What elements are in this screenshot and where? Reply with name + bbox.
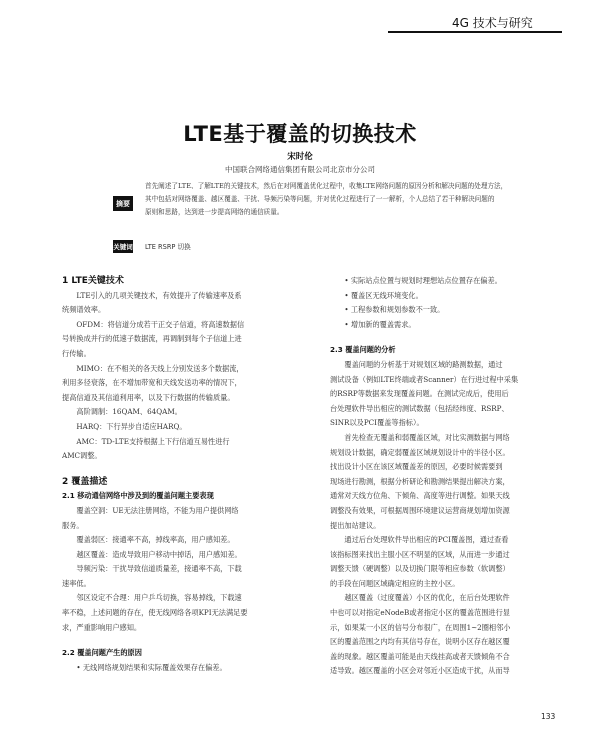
body-line: 求，严重影响用户感知。 xyxy=(62,622,142,632)
body-line: LTE引入的几项关键技术，有效提升了传输速率及系 xyxy=(62,290,242,300)
abstract-body xyxy=(145,180,551,220)
keywords-tag: 关键词 xyxy=(113,240,133,253)
paragraph-gap xyxy=(330,332,562,343)
body-line: 速率低。 xyxy=(62,578,91,588)
body-line: • 实际站点位置与规划时理想站点位置存在偏差。 xyxy=(330,276,502,285)
body-line: 提出加站建议。 xyxy=(330,520,381,530)
body-line: 中也可以对指定eNodeB或者指定小区的覆盖范围进行显 xyxy=(330,608,510,618)
body-line: 规划设计数据，确定弱覆盖区域规划设计中的半径小区。 xyxy=(330,447,510,457)
body-line: 的手段在问题区域确定相应的主控小区。 xyxy=(330,578,460,588)
body-line: 提高信道及其信道利用率，以及下行数据的传输质量。 xyxy=(62,392,235,402)
left-column xyxy=(62,274,294,675)
body-line: AMC：TD-LTE支持根据上下行信道互易性进行 xyxy=(62,436,230,446)
body-line: 覆盖空洞：UE无法注册网络，不能为用户提供网络 xyxy=(62,505,239,515)
body-line: 示，如果某一小区的信号分布很广，在周围1~2圈相邻小 xyxy=(330,622,511,632)
body-line: 越区覆盖（过度覆盖）小区的优化，在后台处理软件 xyxy=(330,593,510,603)
right-column xyxy=(330,274,562,679)
body-line: 覆盖弱区：接通率不高，掉线率高，用户感知差。 xyxy=(62,535,235,545)
body-line: 覆盖问题的分析基于对规划区域的路测数据，通过 xyxy=(330,359,503,369)
section-heading: 1 LTE关键技术 xyxy=(62,276,124,286)
body-line: 找出设计小区在该区域覆盖差的原因，必要时候需要到 xyxy=(330,462,503,472)
body-line: 调整没有效果，可根据周围环境建议运营商规划增加资源 xyxy=(330,505,510,515)
subsection-heading: 2.3 覆盖问题的分析 xyxy=(330,345,396,355)
body-line: 行传输。 xyxy=(62,348,91,358)
abstract-tag: 摘要 xyxy=(113,196,133,211)
body-line: 台处理软件导出相应的测试数据（包括经纬度、RSRP、 xyxy=(330,403,509,413)
body-line: 号转换成并行的低速子数据流，再调制到每个子信道上进 xyxy=(62,334,242,344)
body-line: 盖的现象。越区覆盖可能是由天线挂高或者天馈倾角不合 xyxy=(330,651,510,661)
paragraph-gap xyxy=(62,635,294,646)
body-line: 高阶调制：16QAM、64QAM。 xyxy=(62,407,182,417)
abstract-line: 首先阐述了LTE、了解LTE的关键技术，然后在对网覆盖优化过程中，收集LTE网络问题的原因分析和解决问题的处理方法， xyxy=(145,182,508,190)
header-rule xyxy=(388,31,562,33)
body-line: 邻区设定不合理：用户乒乓切换，容易掉线，下载速 xyxy=(62,593,242,603)
body-line: 统频谱效率。 xyxy=(62,305,106,315)
abstract-line: 其中包括对网络覆盖、越区覆盖、干扰、导频污染等问题，并对优化过程进行了一一解析，个人总结了若干种解决问题的 xyxy=(145,195,495,204)
body-line: 首先检查无覆盖和弱覆盖区域，对比实测数据与网络 xyxy=(330,432,510,442)
body-line: • 覆盖区无线环境变化。 xyxy=(330,290,423,300)
body-line: 通常对天线方位角、下倾角、高度等进行调整。如果天线 xyxy=(330,491,510,501)
paragraph-gap xyxy=(62,464,294,475)
body-line: OFDM：将信道分成若干正交子信道，将高速数据信 xyxy=(62,319,245,329)
keywords-text: LTE RSRP 切换 xyxy=(145,243,191,251)
author: 宋时伦 xyxy=(287,152,313,162)
body-line: 越区覆盖：造成导致用户移动中掉话，用户感知差。 xyxy=(62,549,242,559)
subsection-heading: 2.1 移动通信网络中涉及到的覆盖问题主要表现 xyxy=(62,491,214,501)
body-line: • 工程参数和规划参数不一致。 xyxy=(330,305,445,315)
abstract-line: 原则和思路，达到进一步提高网络的通信质量。 xyxy=(145,208,284,217)
body-line: 该指标图来找出主服小区不明显的区域，从而进一步通过 xyxy=(330,549,510,559)
body-line: 导频污染：干扰导致信道质量差，接通率不高，下载 xyxy=(62,564,242,574)
paper-title: LTE基于覆盖的切换技术 xyxy=(183,122,417,146)
body-line: AMC调整。 xyxy=(62,451,102,461)
page-number: 133 xyxy=(541,712,556,721)
body-line: HARQ：下行异步自适应HARQ。 xyxy=(62,421,187,431)
body-line: SINR以及PCI覆盖等指标）。 xyxy=(330,418,424,428)
journal-section-header: 4G 技术与研究 xyxy=(452,16,533,30)
body-line: • 无线网络规划结果和实际覆盖效果存在偏差。 xyxy=(62,662,227,672)
body-line: 的RSRP等数据来发现覆盖问题。在测试完成后，使用后 xyxy=(330,389,509,399)
affiliation: 中国联合网络通信集团有限公司北京市分公司 xyxy=(225,165,375,174)
body-line: 现场进行勘测，根据分析研论和勘测结果提出解决方案， xyxy=(330,476,510,486)
body-line: 利用多径衰落，在不增加带宽和天线发送功率的情况下， xyxy=(62,378,242,388)
body-line: MIMO：在不相关的各天线上分别发送多个数据流， xyxy=(62,363,244,373)
body-line: 区的覆盖范围之内均有其信号存在，说明小区存在越区覆 xyxy=(330,637,510,647)
body-line: 服务。 xyxy=(62,520,84,530)
body-line: 适导致。越区覆盖的小区会对邻近小区造成干扰，从而导 xyxy=(330,666,510,676)
section-heading: 2 覆盖描述 xyxy=(62,476,108,487)
subsection-heading: 2.2 覆盖问题产生的原因 xyxy=(62,648,142,658)
body-line: 调整天馈（硬调整）以及切换门限等相应参数（软调整） xyxy=(330,564,510,574)
body-line: 通过后台处理软件导出相应的PCI覆盖图，通过查看 xyxy=(330,535,509,545)
body-line: 测试设备（例如LTE终端或者Scanner）在行进过程中采集 xyxy=(330,374,519,384)
body-line: • 增加新的覆盖需求。 xyxy=(330,319,416,329)
body-line: 率不稳，上述问题的存在，使无线网络各项KPI无法满足要 xyxy=(62,608,248,618)
